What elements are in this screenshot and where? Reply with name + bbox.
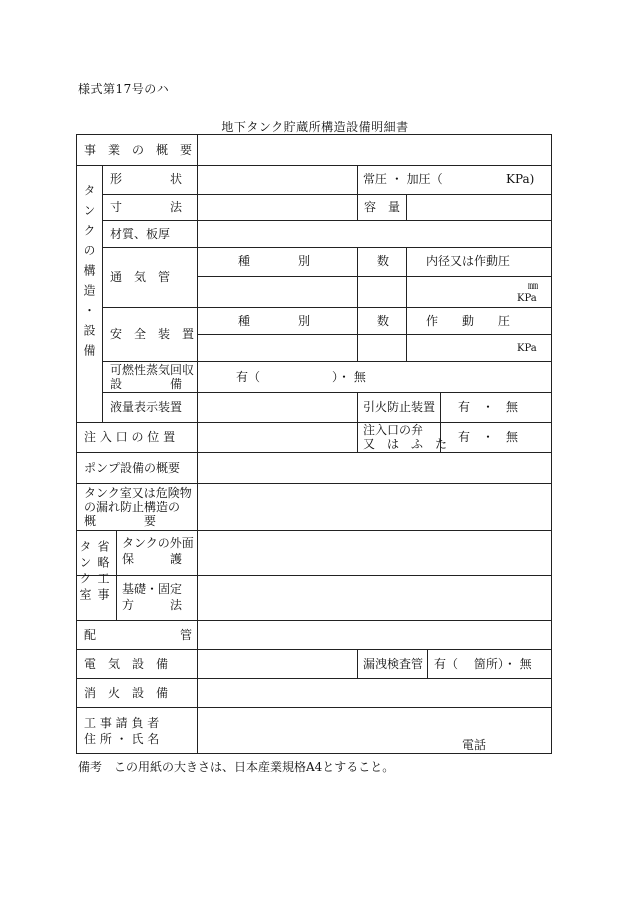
capacity-label: 容 量 [364, 200, 401, 214]
leak-prevention-label-3: 概 要 [84, 514, 157, 528]
vapor-recovery-option: 有（ ）・ 無 [236, 370, 366, 384]
inlet-valve-option: 有 ・ 無 [458, 430, 519, 444]
pressure-label: 常圧 ・ 加圧（ [363, 172, 443, 186]
flame-arrester-label: 引火防止装置 [363, 400, 436, 414]
inlet-valve-label-1: 注入口の弁 [363, 423, 424, 437]
safety-count-header: 数 [377, 314, 390, 328]
level-indicator-label: 液量表示装置 [110, 400, 183, 414]
inlet-position-label: 注 入 口 の 位 置 [84, 430, 176, 444]
safety-pressure-header: 作 動 圧 [426, 314, 511, 328]
phone-label: 電話 [462, 738, 487, 752]
contractor-label-2: 住 所 ・ 氏 名 [84, 732, 160, 746]
footer-note: 備考 この用紙の大きさは、日本産業規格A4とすること。 [78, 760, 395, 774]
specification-table [76, 134, 552, 754]
pump-summary-label: ポンプ設備の概要 [84, 461, 181, 475]
dimensions-label: 寸 法 [110, 200, 183, 214]
vapor-recovery-label-2: 設 備 [110, 377, 183, 391]
leak-inspection-pipe-label: 漏洩検査管 [363, 657, 424, 671]
contractor-label-1: 工 事 請 負 者 [84, 716, 160, 730]
business-summary-label: 事 業 の 概 要 [84, 143, 193, 157]
foundation-label-2: 方 法 [122, 598, 183, 612]
vapor-recovery-label-1: 可燃性蒸気回収 [110, 363, 195, 377]
vent-count-header: 数 [377, 254, 390, 268]
vent-pipe-label: 通 気 管 [110, 270, 171, 284]
fire-extinguishing-label: 消 火 設 備 [84, 686, 169, 700]
leak-inspection-option: 有（ 箇所）・ 無 [434, 657, 532, 671]
tank-structure-label: タンクの構造・設備 [82, 184, 96, 364]
vent-unit-mm: ㎜ [528, 281, 538, 292]
exterior-protection-label-1: タンクの外面 [122, 536, 194, 550]
omission-tank-room-label: タンク室 [78, 540, 92, 604]
inlet-valve-label-2: 又 は ふ た [363, 437, 448, 451]
pressure-unit: KPa) [506, 172, 535, 186]
piping-label: 配 管 [84, 628, 193, 642]
safety-type-header: 種 別 [238, 314, 311, 328]
vent-unit-kpa: KPa [517, 293, 537, 304]
exterior-protection-label-2: 保 護 [122, 552, 183, 566]
safety-device-label: 安 全 装 置 [110, 327, 195, 341]
form-number: 様式第17号のハ [78, 82, 170, 96]
vent-type-header: 種 別 [238, 254, 311, 268]
leak-prevention-label-2: の漏れ防止構造の [84, 500, 181, 514]
omission-work-label: 省略工事 [96, 540, 110, 604]
shape-label: 形 状 [110, 172, 183, 186]
document-title: 地下タンク貯蔵所構造設備明細書 [221, 120, 409, 134]
electrical-label: 電 気 設 備 [84, 657, 169, 671]
material-label: 材質、板厚 [110, 227, 171, 241]
leak-prevention-label-1: タンク室又は危険物 [84, 486, 192, 500]
flame-arrester-option: 有 ・ 無 [458, 400, 519, 414]
safety-unit-kpa: KPa [517, 343, 537, 354]
vent-diameter-header: 内径又は作動圧 [426, 254, 511, 268]
foundation-label-1: 基礎・固定 [122, 582, 183, 596]
